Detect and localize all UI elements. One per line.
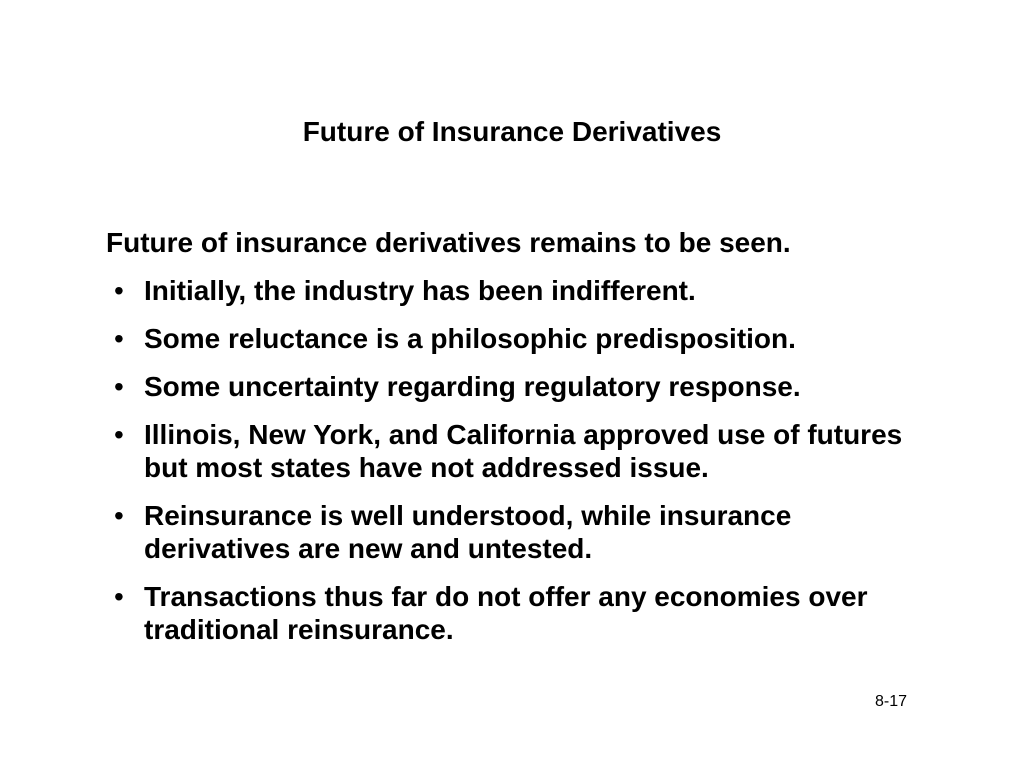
bullet-item <box>114 499 914 565</box>
bullet-item <box>114 322 914 355</box>
bullet-icon: • <box>114 323 124 354</box>
bullet-text: Some uncertainty regarding regulatory response. <box>144 371 801 402</box>
bullet-text: Initially, the industry has been indifferent. <box>144 275 696 306</box>
bullet-item <box>114 418 914 484</box>
slide-title: Future of Insurance Derivatives <box>302 116 722 147</box>
bullet-icon: • <box>114 371 124 402</box>
bullet-text: Reinsurance is well understood, while insurance derivatives are new and untested. <box>144 500 792 564</box>
bullet-icon: • <box>114 500 124 531</box>
bullet-text: Transactions thus far do not offer any economies over traditional reinsurance. <box>144 581 868 645</box>
bullet-item <box>114 370 914 403</box>
bullet-icon: • <box>114 419 124 450</box>
bullet-icon: • <box>114 275 124 306</box>
bullet-item <box>114 580 914 646</box>
bullet-icon: • <box>114 581 124 612</box>
lead-statement: Future of insurance derivatives remains to be seen. <box>106 227 791 258</box>
bullet-text: Some reluctance is a philosophic predisposition. <box>144 323 796 354</box>
bullet-list <box>114 274 914 661</box>
bullet-text: Illinois, New York, and California approved use of futures but most states have not addressed issue. <box>144 419 903 483</box>
page-number: 8-17 <box>874 693 907 710</box>
bullet-item <box>114 274 914 307</box>
